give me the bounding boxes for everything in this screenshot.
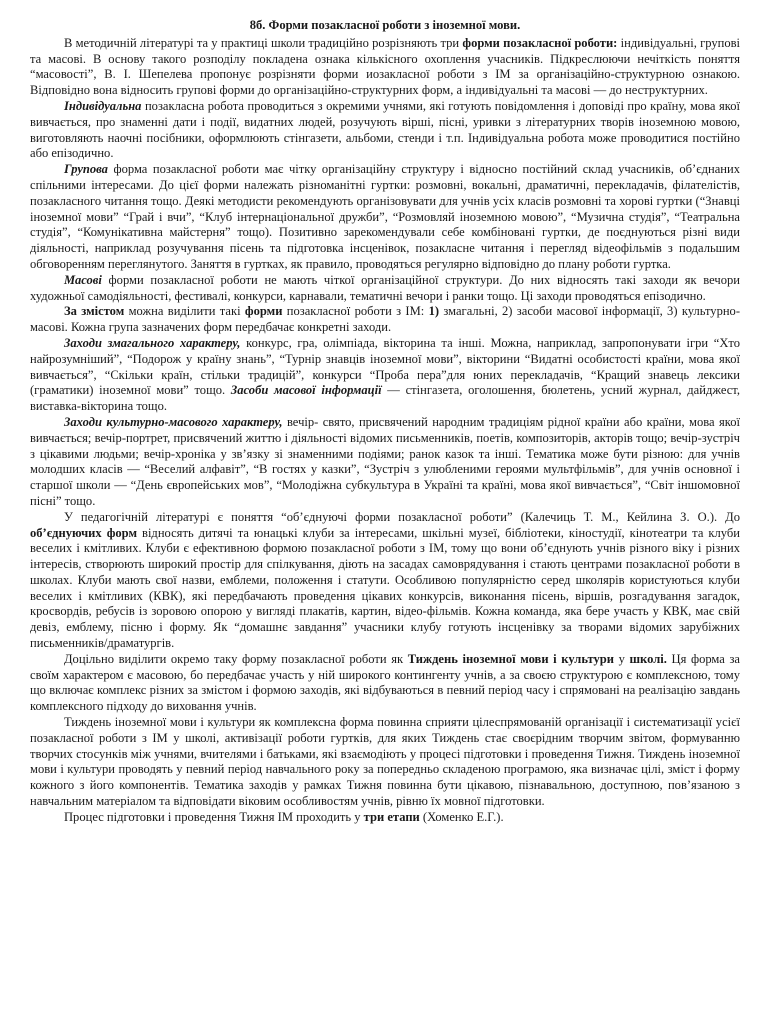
text-run: конкурс, гра, олімпіада, вікторина та інші. Можна, наприклад, запропонувати ігри “Хто найрозумніший”, “Подорож у країну знань”, “Турнір знавців іноземної мови”, вікторини “Видатні особистості країни, мова якої вивчається”, “Скільки країн, стільки традицій”, конкурси “Проба пера”для юних перекладачів, “Кращий знавець лексики (граматики) іноземної мови” тощо. — [30, 335, 740, 398]
text-run: відносять дитячі та юнацькі клуби за інтересами, шкільні музеї, бібліотеки, кіностудії, кінотеатри та клуби веселих і кмітливих. Клуби є ефективною формою позакласної роботи з ІМ, тому що вони об’єднують учнів різного віку і різних інтересів, створюють широкий простір для спілкування, діють на засадах самоврядування і стають центрами позакласної роботи в школах. Клуби мають свої назви, емблеми, положення і статути. Особливою популярністю серед школярів користуються клуби веселих і кмітливих (КВК), які передбачають проведення цікавих конкурсів, виконання пісень, віршів, розгадування загадок, кросвордів, ребусів із зоровою опорою у вигляді плакатів, картин, відео-фільмів. Кожна команда, яка бере участь у КВК, має свій девіз, емблему, пісню і форму. Як “домашнє завдання” учасники клубу готують інсценівку за творами відомих зарубіжних письменників/драматургів. — [30, 525, 740, 651]
text-run: В методичній літературі та у практиці школи традиційно розрізняють три — [64, 35, 463, 50]
paragraph — [30, 304, 740, 336]
text-run: індивідуальні, групові та масові. В основу такого розподілу покладена ознака кількісного охоплення учасників. Підкреслюючи нечіткість поняття “масовості”, В. І. Шепелева пропонує розрізняти форми иозакласної роботи з ІМ за організаційно-структурною ознакою. Відповідно вона відносить групові форми до організаційно-структурних форм, а індивідуальні та масові — до неструктурних. — [30, 35, 740, 98]
paragraph — [30, 415, 740, 510]
text-run: у — [613, 651, 630, 666]
paragraph — [30, 36, 740, 99]
paragraph — [30, 99, 740, 162]
text-run: Індивідуальна — [64, 98, 142, 113]
text-run: (Хоменко Е.Г.). — [419, 809, 504, 824]
text-run: форми позакласної роботи: — [462, 35, 618, 50]
text-run: Тиждень іноземної мови і культури — [407, 651, 614, 666]
text-run: об’єднуючих форм — [30, 525, 137, 540]
paragraph — [30, 162, 740, 273]
text-run: три етапи — [363, 809, 420, 824]
document-title: 8б. Форми позакласної роботи з іноземної мови. — [249, 18, 521, 32]
paragraph — [30, 336, 740, 415]
text-run: У педагогічній літературі є поняття “об’єднуючі форми позакласної роботи” (Калечиць Т. М., Кейлина З. О.). До — [64, 509, 740, 524]
paragraph — [30, 652, 740, 715]
text-run: Групова — [64, 162, 108, 177]
text-run: Процес підготовки і проведення Тижня ІМ проходить у — [64, 809, 364, 824]
text-run: Заходи культурно-масового характеру, — [64, 414, 283, 429]
text-run: форми позакласної роботи не мають чіткої організаційної структури. До них відносять такі заходи як вечори художньої самодіяльності, фестивалі, конкурси, карнавали, тематичні вечори і ранки тощо. Ці заходи проводяться епізодично. — [30, 272, 740, 303]
text-run: форми — [244, 304, 283, 319]
text-run: Масові — [64, 272, 102, 287]
text-run: — стінгазета, оголошення, бюлетень, усний журнал, дайджест, виставка-вікторина тощо. — [30, 383, 740, 414]
text-run: школі. — [629, 651, 667, 666]
paragraph — [30, 510, 740, 652]
text-run: Доцільно виділити окремо таку форму позакласної роботи як — [64, 651, 408, 666]
text-run: Тиждень іноземної мови і культури як комплексна форма повинна сприяти цілеспрямованій організації і систематизації усієї позакласної роботи з ІМ у школі, активізації роботи гуртків, для яких Тиждень стає своєрідним творчим звітом, формуванню творчих стосунків між учнями, вчителями і батьками, які взаємодіють у процесі підготовки і проведення Тижня. Тиждень іноземної мови і культури проводять у певний період навчального року за попередньо складеною програмою, яка визначає цілі, зміст і форму кожного з його компонентів. Тематика заходів у рамках Тижня повинна бути цікавою, пізнавальною, доступною, пов’язаною з навчальним матеріалом та відповідати віковим особливостям учнів, рівню їх мовної підготовки. — [30, 715, 740, 809]
paragraph — [30, 810, 740, 826]
text-run: позакласної роботи з ІМ: — [282, 304, 429, 319]
text-run: позакласна робота проводиться з окремими учнями, які готують повідомлення і доповіді про країну, мова якої вивчається, про знаменні дати і події, видатних людей, розучують вірші, пісні, уривки з літературних творів іноземною мовою, виготовляють наочні посібники, оформлюють стінгазети, альбоми, стенди і т.п. Індивідуальна робота може проводитися постійно або епізодично. — [30, 98, 740, 161]
document-body — [30, 36, 740, 826]
text-run: Заходи змагального характеру, — [64, 335, 241, 350]
paragraph — [30, 715, 740, 810]
text-run: можна виділити такі — [124, 304, 245, 319]
text-run: вечір- свято, присвячений народним традиціям рідної країни або країни, мова якої вивчається; вечір-портрет, присвячений життю і діяльності відомих письменників, поетів, композиторів, акторів тощо; вечір-зустріч з цікавими людьми; вечір-хроніка у зв’язку зі знаменними подіями; ранок казок та інші. Тематика може бути різною: для учнів молодших класів — “Веселий алфавіт”, “В гостях у казки”, “Зустріч з улюбленими героями мультфільмів”, для учнів основної і старшої школи — “День європейських мов”, “Молодіжна субкультура в Україні та країні, мова якої вивчається”, “Світ іншомовної пісні” тощо. — [30, 414, 740, 508]
text-run: форма позакласної роботи має чітку організаційну структуру і відносно постійний склад учасників, об’єднаних спільними інтересами. До цієї форми належать різноманітні гуртки: розмовні, вокальні, драматичні, перекладачів, філателістів, позакласного читання тощо. Деякі методисти рекомендують організовувати для учнів усіх класів розмовні та хорові гуртки (“Знавці іноземної мови” “Грай і вчи”, “Клуб інтернаціональної дружби”, “Розмовляй іноземною мовою”, “Музична студія”, “Театральна студія”, “Комунікативна майстерня” тощо). Позитивно зарекомендували себе комбіновані гуртки, де поєднуються різні види діяльності, наприклад розучування пісень та підготовка інсценівок, позакласне читання і перегляд відеофільмів з подальшим обговоренням переглянутого. Заняття в гуртках, як правило, проводяться регулярно відповідно до плану роботи гуртка. — [30, 162, 740, 271]
text-run: 1) — [428, 304, 440, 319]
text-run: Ця форма за своїм характером є масовою, бо передбачає участь у ній широкого контингенту учнів, а за своєю структурою є комплексною, тому що включає комплекс різних за змістом і формою заходів, які відбуваються в певний період часу і спрямовані на реалізацію завдань комплексного підходу до виховання учнів. — [30, 651, 740, 714]
text-run: змагальні, 2) засоби масової інформації, 3) культурно-масові. Кожна група зазначених форм передбачає конкретні заходи. — [30, 304, 741, 335]
paragraph — [30, 273, 740, 305]
text-run: Засоби масової інформації — [230, 383, 382, 398]
text-run: За змістом — [64, 304, 125, 319]
